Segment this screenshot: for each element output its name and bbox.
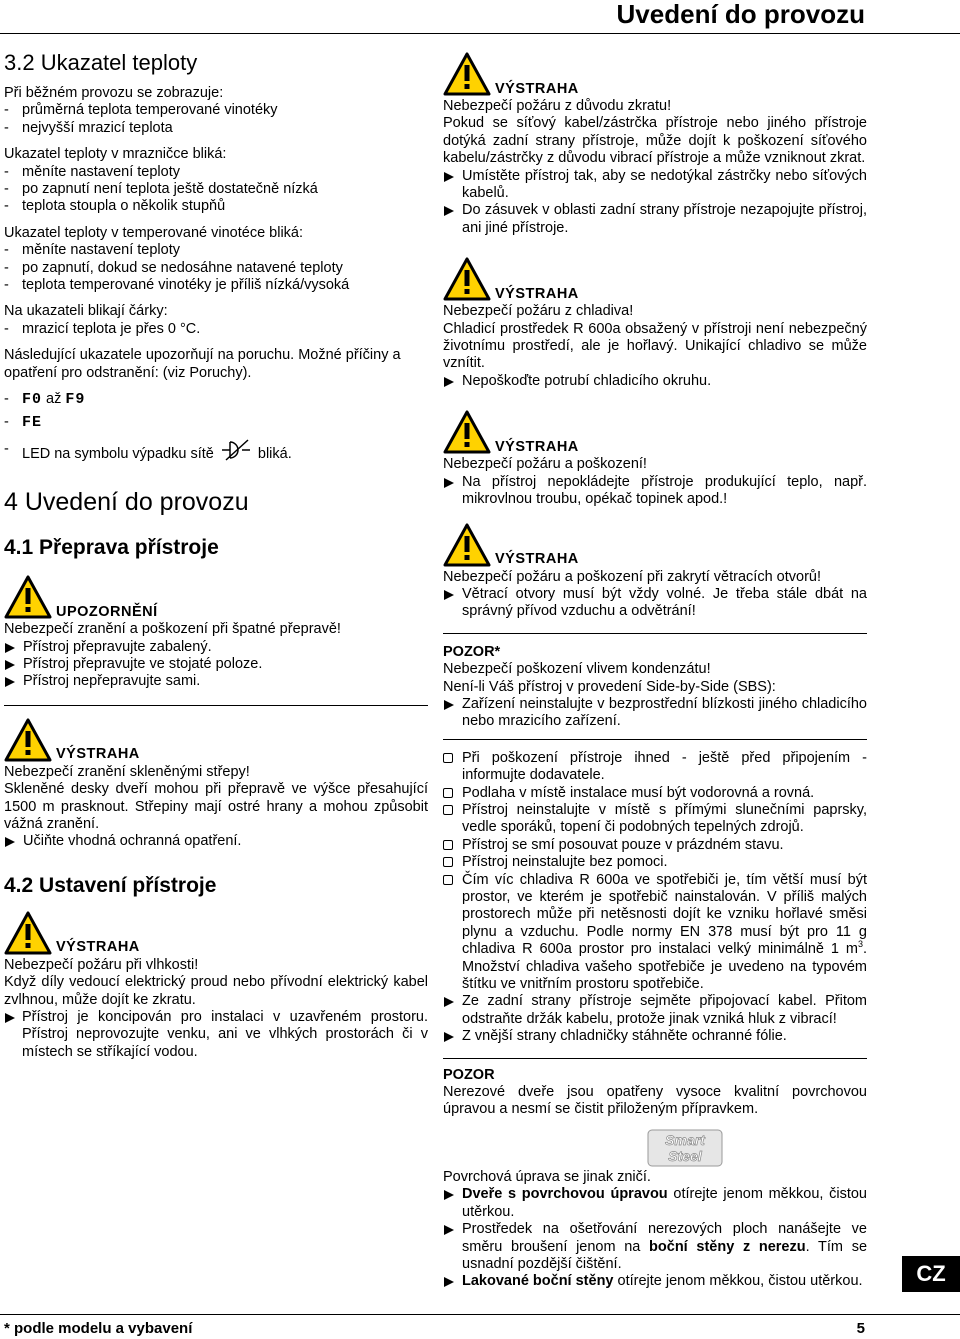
- arrow-icon: [444, 997, 454, 1007]
- list-item: [4, 1009, 428, 1061]
- list-item-text: Ze zadní strany přístroje sejměte připojovací kabel. Přitom odstraňte držák kabelu, protože jinak vzniká hluk z vibrací!: [462, 993, 867, 1027]
- list-item-text: Nepoškoďte potrubí chladicího okruhu.: [462, 372, 712, 389]
- warning-text: Skleněné desky dveří mohou při přepravě ve výšce přesahující 1500 m prasknout. Střepiny mají ostré hrany a mohou způsobit vážná zranění.: [4, 781, 428, 832]
- arrow-icon: [5, 660, 15, 670]
- section-divider: [443, 1058, 867, 1059]
- warning-triangle-icon: [4, 718, 52, 762]
- list-item-text: Zařízení neinstalujte v bezprostřední blízkosti jiného chladicího nebo mrazicího zařízení.: [462, 695, 867, 730]
- warning-header: [4, 575, 428, 621]
- checklist-item: [443, 854, 867, 871]
- s32-freezer-intro: Ukazatel teploty v mrazničce bliká:: [4, 146, 227, 163]
- arrow-icon: [444, 206, 454, 216]
- list-item: - po zapnutí, dokud se nedosáhne natavené teploty: [4, 260, 428, 277]
- checklist-item-text: Přístroj neinstalujte v místě s přímými slunečními paprsky, vedle sporáků, topení či podobných tepelných zdrojů.: [462, 801, 867, 836]
- list-item-bold: Lakované boční stěny: [462, 1273, 614, 1290]
- warning-vents: [443, 523, 867, 621]
- list-item: [443, 1028, 867, 1045]
- language-badge: CZ: [902, 1256, 960, 1292]
- list-item: [4, 656, 428, 673]
- list-item-text: Učiňte vhodná ochranná opatření.: [23, 833, 242, 850]
- footer-note: * podle modelu a vybavení: [4, 1320, 193, 1337]
- warning-header: [443, 523, 867, 569]
- warning-header: [4, 718, 428, 764]
- section-divider: [4, 705, 428, 706]
- arrow-icon: [444, 172, 454, 182]
- list-item: [443, 202, 867, 237]
- list-item-text: Na přístroj nepokládejte přístroje produkující teplo, např. mikrovlnou troubu, opékač topinek apod.!: [462, 473, 867, 508]
- list-item-text: Větrací otvory musí být vždy volné. Je třeba stále dbát na správný přívod vzduchu a odvětrání!: [462, 585, 867, 620]
- checklist-item-text: . Množství chladiva vašeho spotřebiče je uvedeno na typovém štítku ve vnitřním prostoru spotřebiče.: [462, 941, 867, 993]
- arrow-icon: [5, 837, 15, 847]
- page-number: 5: [856, 1320, 865, 1337]
- list-item-text: . Tím se usnadní pozdější čištění.: [462, 1238, 868, 1272]
- warning-text: Nebezpečí požáru z chladiva!: [443, 303, 634, 320]
- warning-header: [443, 410, 867, 456]
- s32-list-freezer: [4, 164, 428, 216]
- list-item-text: otírejte jenom měkkou, čistou utěrkou.: [613, 1273, 863, 1290]
- list-item: [443, 696, 867, 731]
- list-item-text: Přístroj je koncipován pro instalaci v uzavřeném prostoru. Přístroj neprovozujte venku, ani ve vlhkých prostorách či v místech se stříkající vodou.: [22, 1008, 428, 1060]
- cable-actions: [443, 993, 867, 1045]
- warning-text: Když díly vedoucí elektrický proud nebo přívodní elektrický kabel zvlhnou, může dojít ke zkratu.: [4, 974, 428, 1008]
- warning-title: VÝSTRAHA: [495, 438, 579, 455]
- arrow-icon: [444, 1032, 454, 1042]
- cleaning-actions: [443, 1186, 867, 1290]
- list-item: [443, 993, 867, 1028]
- warning-triangle-icon: [443, 410, 491, 454]
- list-item: [4, 673, 428, 690]
- fault-to-label: až: [46, 391, 62, 408]
- list-item-text: Přístroj přepravujte zabalený.: [23, 638, 212, 655]
- list-item-text: Přístroj přepravujte ve stojaté poloze.: [23, 655, 263, 672]
- list-item: [443, 1273, 867, 1290]
- warning-text: Nebezpečí požáru a poškození při zakrytí větracích otvorů!: [443, 568, 821, 585]
- page-header-title: Uvedení do provozu: [616, 0, 865, 29]
- warning-moisture: [4, 911, 428, 1061]
- superscript: 3: [857, 939, 863, 950]
- arrow-icon: [5, 643, 15, 653]
- list-item: [443, 474, 867, 509]
- list-item: [443, 1221, 867, 1273]
- warning-header: [443, 52, 867, 98]
- footer-rule: [0, 1314, 960, 1315]
- warning-triangle-icon: [443, 52, 491, 96]
- warning-triangle-icon: [443, 523, 491, 567]
- s32-list-dashes: [4, 321, 428, 338]
- warning-glass: [4, 718, 428, 851]
- arrow-icon: [5, 677, 15, 687]
- warning-actions: [4, 833, 428, 850]
- caution-text: Nebezpečí poškození vlivem kondenzátu!: [443, 661, 711, 678]
- caution-title: POZOR: [443, 1066, 495, 1083]
- warning-actions: [443, 586, 867, 621]
- warning-title: VÝSTRAHA: [56, 939, 140, 956]
- warning-heat: [443, 410, 867, 508]
- surface-text: Povrchová úprava se jinak zničí.: [443, 1168, 651, 1185]
- caution-stainless: [443, 1067, 867, 1119]
- caution-condensate: [443, 644, 867, 731]
- list-item: - teplota temperované vinotéky je příliš nízká/vysoká: [4, 277, 428, 294]
- warning-triangle-icon: [443, 257, 491, 301]
- warning-text: Chladicí prostředek R 600a obsažený v přístroji není nebezpečný životnímu prostředí, ale je hořlavý. Unikající chladivo se může vznítit.: [443, 320, 867, 372]
- checkbox-icon: [443, 840, 453, 850]
- list-item: [4, 833, 428, 850]
- checklist-item: [443, 785, 867, 802]
- list-item-bold: boční stěny z nerezu: [649, 1238, 806, 1255]
- warning-title: VÝSTRAHA: [495, 551, 579, 568]
- smart-steel-logo: [647, 1129, 723, 1167]
- list-item: [443, 1186, 867, 1221]
- section-4-2-title: 4.2 Ustavení přístroje: [4, 873, 217, 897]
- section-3-2-title: 3.2 Ukazatel teploty: [4, 50, 198, 75]
- warning-actions: [443, 474, 867, 509]
- warning-actions: [443, 373, 867, 390]
- warning-text: Nebezpečí požáru z důvodu zkratu!: [443, 98, 672, 114]
- logo-text-steel: Steel: [668, 1147, 702, 1164]
- checkbox-icon: [443, 875, 453, 885]
- s32-dash-intro: Na ukazateli blikají čárky:: [4, 303, 168, 320]
- list-item-text: otírejte jenom měkkou, čistou utěrkou.: [462, 1186, 867, 1220]
- warning-triangle-icon: [4, 575, 52, 619]
- warning-text: Pokud se síťový kabel/zástrčka přístroje nebo jiného přístroje dotýká zadní strany přístroje, může dojít k poškození síťového kabelu/zástrčky z důvodu vibrací přístroje a může vzniknout zkrat.: [443, 115, 867, 167]
- list-item: [443, 586, 867, 621]
- warning-title: UPOZORNĚNÍ: [56, 603, 158, 620]
- arrow-icon: [444, 1190, 454, 1200]
- warning-actions: [443, 168, 867, 238]
- checkbox-icon: [443, 753, 453, 763]
- warning-title: VÝSTRAHA: [56, 746, 140, 763]
- section-4-title: 4 Uvedení do provozu: [4, 488, 249, 517]
- arrow-icon: [444, 377, 454, 387]
- arrow-icon: [444, 478, 454, 488]
- checklist-item-text: Čím víc chladiva R 600a ve spotřebiči je, tím větší musí být prostor, ve kterém je spotřebič nainstalován. V příliš malých prostorech může při netěsnosti dojít ke vzniku hořlavé směsi plynu a vzduchu. Podle normy EN 378 musí být pro 11 g chladiva R 600a prostor pro instalaci velký minimálně 1 m: [462, 871, 867, 958]
- checklist-item: [443, 837, 867, 854]
- arrow-icon: [444, 700, 454, 710]
- fault-code-f0: F0: [22, 391, 43, 409]
- list-item-text: Z vnější strany chladničky stáhněte ochranné fólie.: [462, 1028, 787, 1045]
- list-item: - měníte nastavení teploty: [4, 164, 428, 181]
- s32-list-normal: [4, 102, 428, 137]
- list-item: - průměrná teplota temperované vinotéky: [4, 102, 428, 119]
- s32-fault-intro: Následující ukazatele upozorňují na poruchu. Možné příčiny a opatření pro odstranění: (viz Poruchy).: [4, 347, 401, 381]
- fault-item-f0-f9: [4, 388, 428, 411]
- fault-code-f9: F9: [65, 391, 86, 409]
- logo-text-smart: Smart: [665, 1131, 705, 1148]
- checklist-item-text: Přístroj neinstalujte bez pomoci.: [462, 854, 668, 871]
- warning-text: Nebezpečí požáru při vlhkosti!: [4, 956, 199, 973]
- fault-code-fe: FE: [22, 414, 43, 432]
- warning-header: [443, 257, 867, 303]
- list-item: [443, 373, 867, 390]
- checklist-item-text: Přístroj se smí posouvat pouze v prázdném stavu.: [462, 836, 784, 853]
- warning-title: VÝSTRAHA: [495, 285, 579, 302]
- caution-text: Není-li Váš přístroj v provedení Side-by-Side (SBS):: [443, 678, 776, 695]
- s32-list-faults: [4, 388, 428, 465]
- arrow-icon: [444, 590, 454, 600]
- arrow-icon: [444, 1225, 454, 1235]
- caution-actions: [443, 696, 867, 731]
- installation-checklist: [443, 750, 867, 994]
- fault-item-led: [4, 434, 428, 465]
- list-item-bold: Dveře s povrchovou úpravou: [462, 1186, 668, 1203]
- warning-text: Nebezpečí zranění a poškození při špatné přepravě!: [4, 621, 341, 638]
- list-item: - teplota stoupla o několik stupňů: [4, 198, 428, 215]
- checklist-item-text: Při poškození přístroje ihned - ještě před připojením - informujte dodavatele.: [462, 749, 867, 784]
- header-rule: [0, 33, 960, 34]
- warning-short-circuit: [443, 52, 867, 237]
- list-item-text: Prostředek na ošetřování nerezových ploch nanášejte ve směru broušení jenom na: [462, 1221, 867, 1255]
- s32-wine-intro: Ukazatel teploty v temperované vinotéce bliká:: [4, 224, 304, 241]
- caution-title: POZOR*: [443, 643, 501, 660]
- list-item: - nejvyšší mrazicí teplota: [4, 120, 428, 137]
- list-item-text: Umístěte přístroj tak, aby se nedotýkal zástrčky nebo síťových kabelů.: [462, 167, 867, 202]
- right-column: [443, 52, 867, 1291]
- section-4-1-title: 4.1 Přeprava přístroje: [4, 536, 219, 560]
- list-item: [4, 639, 428, 656]
- checklist-item-text: Podlaha v místě instalace musí být vodorovná a rovná.: [462, 784, 815, 801]
- list-item-text: Přístroj nepřepravujte sami.: [23, 673, 201, 690]
- checklist-item: [443, 802, 867, 837]
- warning-triangle-icon: [4, 911, 52, 955]
- list-item: - po zapnutí není teplota ještě dostatečně nízká: [4, 181, 428, 198]
- list-item: [443, 168, 867, 203]
- fault-led-end: bliká.: [257, 446, 292, 463]
- list-item: - mrazicí teplota je přes 0 °C.: [4, 321, 428, 338]
- arrow-icon: [5, 1013, 15, 1023]
- section-divider: [443, 739, 867, 740]
- warning-title: VÝSTRAHA: [495, 80, 579, 97]
- warning-transport: [4, 575, 428, 706]
- arrow-icon: [444, 1277, 454, 1287]
- s32-intro: Při běžném provozu se zobrazuje:: [4, 85, 224, 101]
- checklist-item: [443, 750, 867, 785]
- warning-text: Nebezpečí zranění skleněnými střepy!: [4, 763, 250, 780]
- fault-led-text: LED na symbolu výpadku sítě: [22, 446, 214, 463]
- checkbox-icon: [443, 857, 453, 867]
- warning-actions: [4, 639, 428, 691]
- checkbox-icon: [443, 805, 453, 815]
- list-item-text: Do zásuvek v oblasti zadní strany přístroje nezapojujte přístroj, ani jiné přístroje.: [462, 202, 867, 236]
- warning-refrigerant: [443, 257, 867, 390]
- warning-header: [4, 911, 428, 957]
- fault-item-fe: [4, 411, 428, 434]
- warning-text: Nebezpečí požáru a poškození!: [443, 456, 647, 473]
- caution-text: Nerezové dveře jsou opatřeny vysoce kvalitní povrchovou úpravou a nesmí se čistit přiloženým přípravkem.: [443, 1084, 867, 1118]
- s32-list-wine: [4, 242, 428, 294]
- list-item: - měníte nastavení teploty: [4, 242, 428, 259]
- left-column: [4, 46, 428, 1061]
- section-divider: [443, 633, 867, 634]
- checkbox-icon: [443, 788, 453, 798]
- checklist-item: [443, 872, 867, 994]
- power-failure-icon: [218, 438, 254, 462]
- warning-actions: [4, 1009, 428, 1061]
